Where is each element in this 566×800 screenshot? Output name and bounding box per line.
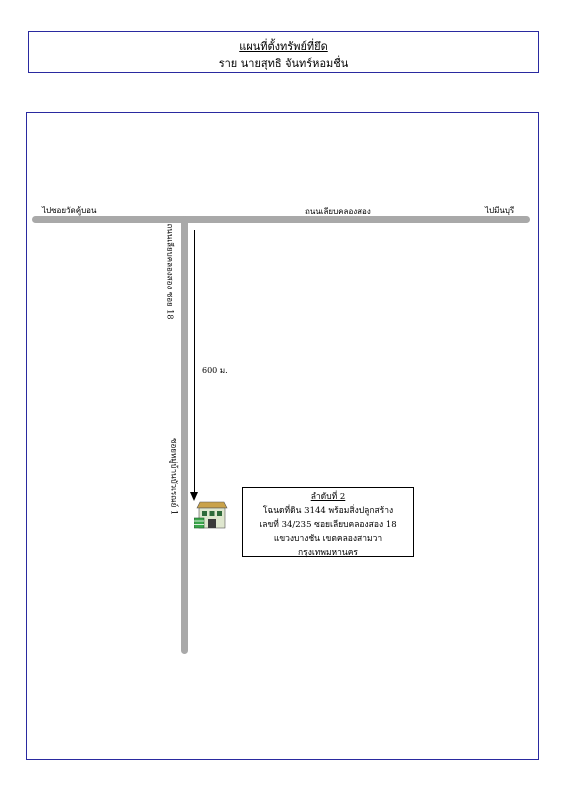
right-direction-label: ไปมีนบุรี [485,206,515,215]
map-frame [26,112,539,760]
distance-arrow [194,230,195,494]
owner-name: ราย นายสุทธิ จันทร์หอมชื่น [218,57,349,70]
property-heading: ลำดับที่ 2 [310,492,346,502]
side-road-label: ถนนเลียบคลองสอง ซอย 18 [165,223,175,320]
house-icon [194,496,230,532]
property-line-3: แขวงบางชัน เขตคลองสามวา กรุงเทพมหานคร [273,534,383,558]
title-box [28,31,539,73]
side-road [181,216,188,654]
main-road [32,216,530,223]
map-title: แผนที่ตั้งทรัพย์ที่ยึด [239,40,328,53]
left-direction-label: ไปซอยวัดคู้บอน [42,206,97,215]
property-line-2: เลขที่ 34/235 ซอยเลียบคลองสอง 18 [259,520,397,530]
property-line-1: โฉนดที่ดิน 3144 พร้อมสิ่งปลูกสร้าง [262,506,394,516]
property-info-box [242,487,414,557]
main-road-label: ถนนเลียบคลองสอง [305,207,371,216]
village-label: ซอยหมู่บ้านบัวเรณย์ 1 [169,438,179,515]
distance-label: 600 ม. [202,366,228,375]
